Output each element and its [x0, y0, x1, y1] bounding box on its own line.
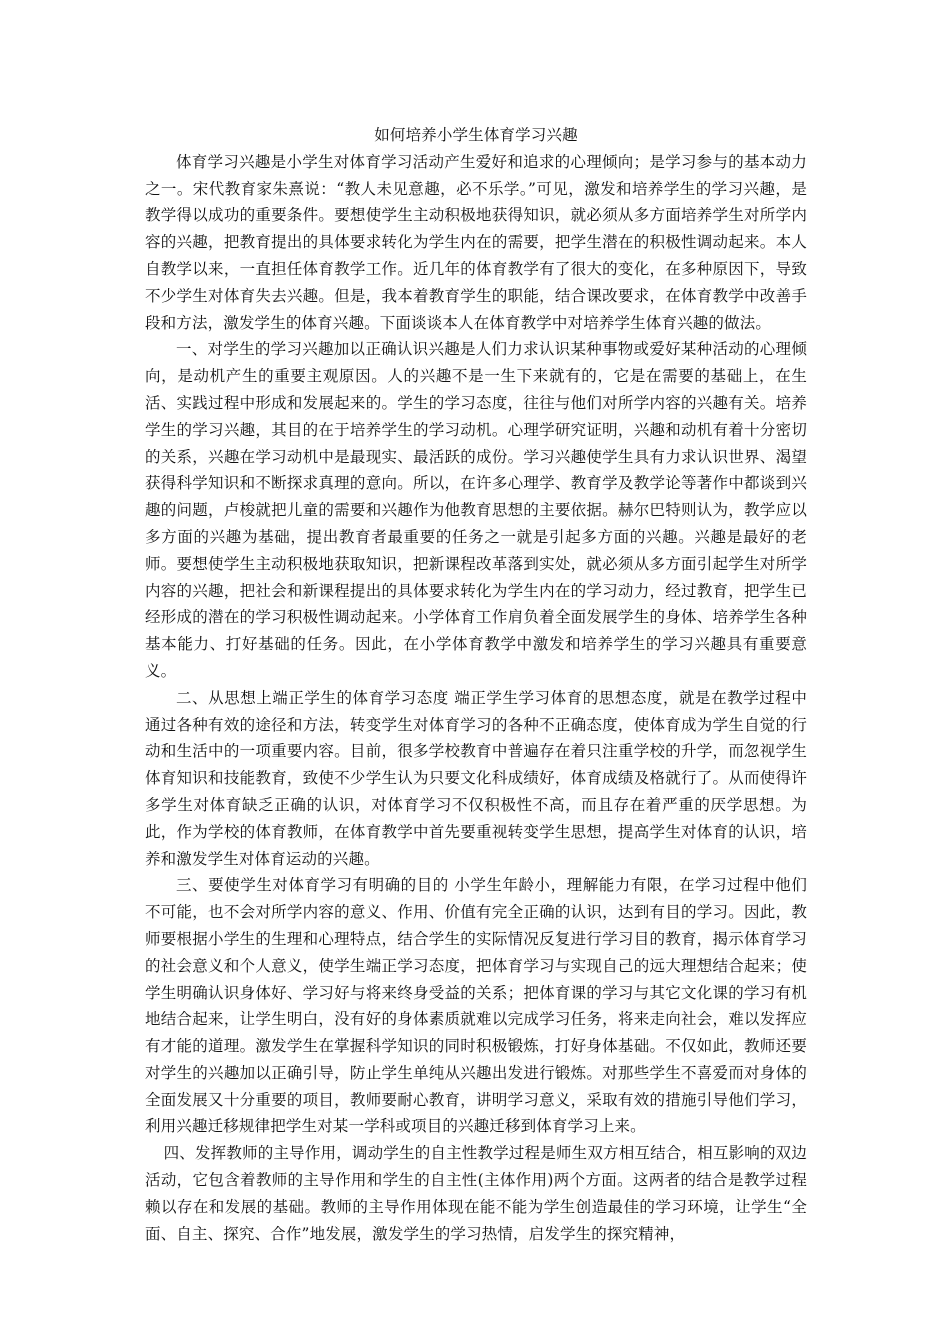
paragraph-section-2: 二、从思想上端正学生的体育学习态度 端正学生学习体育的思想态度，就是在教学过程中通过各种有效的途径和方法，转变学生对体育学习的各种不正确态度，使体育成为学生自觉的行动和生活中的一项重要内容。目前，很多学校教育中普遍存在着只注重学校的升学，而忽视学生体育知识和技能教育，致使不少学生认为只要文化科成绩好，体育成绩及格就行了。从而使得许多学生对体育缺乏正确的认识，对体育学习不仅积极性不高，而且存在着严重的厌学思想。为此，作为学校的体育教师，在体育教学中首先要重视转变学生思想，提高学生对体育的认识，培养和激发学生对体育运动的兴趣。 [145, 688, 807, 868]
document-title: 如何培养小学生体育学习兴趣 [374, 126, 578, 144]
document-body [145, 122, 807, 1247]
paragraph-section-1: 一、对学生的学习兴趣加以正确认识兴趣是人们力求认识某种事物或爱好某种活动的心理倾向，是动机产生的重要主观原因。人的兴趣不是一生下来就有的，它是在需要的基础上，在生活、实践过程中形成和发展起来的。学生的学习态度，往往与他们对所学内容的兴趣有关。培养学生的学习兴趣，其目的在于培养学生的学习动机。心理学研究证明，兴趣和动机有着十分密切的关系，兴趣在学习动机中是最现实、最活跃的成份。学习兴趣使学生具有力求认识世界、渴望获得科学知识和不断探求真理的意向。所以，在许多心理学、教育学及教学论等著作中都谈到兴趣的问题，卢梭就把儿童的需要和兴趣作为他教育思想的主要依据。赫尔巴特则认为，教学应以多方面的兴趣为基础，提出教育者最重要的任务之一就是引起多方面的兴趣。兴趣是最好的老师。要想使学生主动积极地获取知识，把新课程改革落到实处，就必须从多方面引起学生对所学内容的兴趣，把社会和新课程提出的具体要求转化为学生内在的学习动力，经过教育，把学生已经形成的潜在的学习积极性调动起来。小学体育工作肩负着全面发展学生的身体、培养学生各种基本能力、打好基础的任务。因此，在小学体育教学中激发和培养学生的学习兴趣具有重要意义。 [145, 340, 807, 680]
paragraph-intro: 体育学习兴趣是小学生对体育学习活动产生爱好和追求的心理倾向；是学习参与的基本动力之一。宋代教育家朱熹说：“教人未见意趣，必不乐学。”可见，激发和培养学生的学习兴趣，是教学得以成功的重要条件。要想使学生主动积极地获得知识，就必须从多方面培养学生对所学内容的兴趣，把教育提出的具体要求转化为学生内在的需要，把学生潜在的积极性调动起来。本人自教学以来，一直担任体育教学工作。近几年的体育教学有了很大的变化，在多种原因下，导致不少学生对体育失去兴趣。但是，我本着教育学生的职能，结合课改要求，在体育教学中改善手段和方法，激发学生的体育兴趣。下面谈谈本人在体育教学中对培养学生体育兴趣的做法。 [145, 152, 807, 332]
paragraph-section-3: 三、要使学生对体育学习有明确的目的 小学生年龄小，理解能力有限，在学习过程中他们不可能，也不会对所学内容的意义、作用、价值有完全正确的认识，达到有目的学习。因此，教师要根据小学生的生理和心理特点，结合学生的实际情况反复进行学习目的教育，揭示体育学习的社会意义和个人意义，使学生端正学习态度，把体育学习与实现自己的远大理想结合起来；使学生明确认识身体好、学习好与将来终身受益的关系；把体育课的学习与其它文化课的学习有机地结合起来，让学生明白，没有好的身体素质就难以完成学习任务，将来走向社会，难以发挥应有才能的道理。激发学生在掌握科学知识的同时积极锻炼，打好身体基础。不仅如此，教师还要对学生的兴趣加以正确引导，防止学生单纯从兴趣出发进行锻炼。对那些学生不喜爱而对身体的全面发展又十分重要的项目，教师要耐心教育，讲明学习意义，采取有效的措施引导他们学习，利用兴趣迁移规律把学生对某一学科或项目的兴趣迁移到体育学习上来。 [145, 876, 807, 1136]
paragraph-section-4: 四、发挥教师的主导作用，调动学生的自主性教学过程是师生双方相互结合，相互影响的双边活动，它包含着教师的主导作用和学生的自主性(主体作用)两个方面。这两者的结合是教学过程赖以存在和发展的基础。教师的主导作用体现在能不能为学生创造最佳的学习环境，让学生“全面、自主、探究、合作”地发展，激发学生的学习热情，启发学生的探究精神， [145, 1144, 807, 1243]
